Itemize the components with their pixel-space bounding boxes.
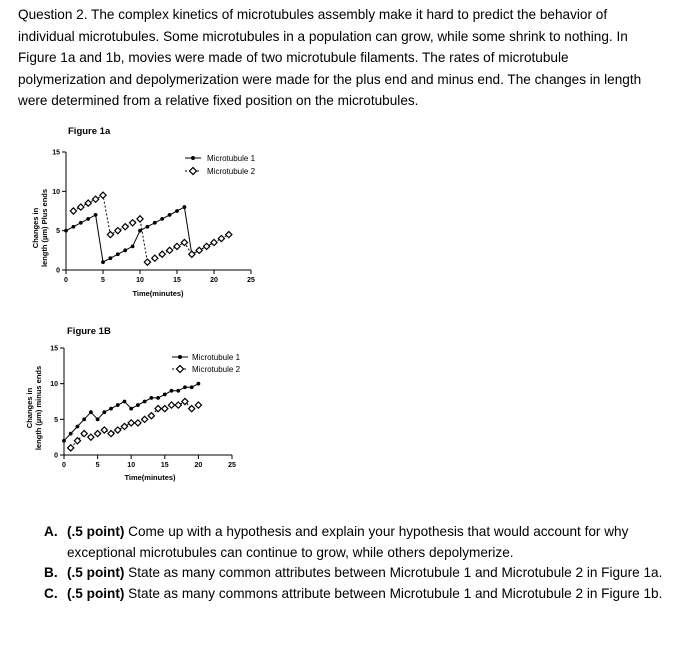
data-point-microtubule-1 xyxy=(143,400,147,404)
data-point-microtubule-2 xyxy=(68,445,74,451)
data-point-microtubule-1 xyxy=(82,417,86,421)
data-point-microtubule-1 xyxy=(62,439,66,443)
y-tick-label: 15 xyxy=(50,345,58,353)
data-point-microtubule-2 xyxy=(100,192,106,198)
data-point-microtubule-2 xyxy=(129,220,135,226)
data-point-microtubule-1 xyxy=(109,407,113,411)
prompt-b xyxy=(44,563,684,584)
data-point-microtubule-2 xyxy=(166,247,172,253)
data-point-microtubule-2 xyxy=(189,251,195,257)
data-point-microtubule-1 xyxy=(176,389,180,393)
data-point-microtubule-1 xyxy=(183,385,187,389)
prompt-a xyxy=(44,522,684,563)
data-point-microtubule-2 xyxy=(88,434,94,440)
data-point-microtubule-1 xyxy=(102,410,106,414)
data-point-microtubule-1 xyxy=(131,245,135,249)
x-tick-label: 15 xyxy=(173,277,181,284)
prompt-points: (.5 point) xyxy=(67,524,125,539)
legend-marker-1 xyxy=(191,156,195,160)
x-tick-label: 25 xyxy=(247,277,255,284)
data-point-microtubule-1 xyxy=(94,213,98,217)
data-point-microtubule-2 xyxy=(115,427,121,433)
x-tick-label: 0 xyxy=(62,462,66,469)
y-axis-label-line2: length (µm) minus ends xyxy=(34,365,43,451)
data-point-microtubule-2 xyxy=(174,243,180,249)
data-point-microtubule-1 xyxy=(89,410,93,414)
data-point-microtubule-2 xyxy=(70,208,76,214)
prompt-points: (.5 point) xyxy=(67,565,125,580)
y-tick-label: 10 xyxy=(52,188,60,196)
data-point-microtubule-2 xyxy=(168,402,174,408)
x-tick-label: 5 xyxy=(95,462,100,469)
question-line: individual microtubules. Some microtubules in a population can grow, while some shrink to nothing. In xyxy=(18,28,628,44)
figure-1a xyxy=(0,118,320,308)
figure-1a-chart xyxy=(0,118,320,308)
data-point-microtubule-2 xyxy=(92,196,98,202)
x-tick-label: 25 xyxy=(228,462,236,469)
legend-label-2: Microtubule 2 xyxy=(192,365,241,374)
y-tick-label: 5 xyxy=(56,228,60,236)
data-point-microtubule-2 xyxy=(152,255,158,261)
data-point-microtubule-2 xyxy=(211,239,217,245)
data-point-microtubule-1 xyxy=(149,396,153,400)
question-prompts xyxy=(44,522,684,604)
x-tick-label: 0 xyxy=(64,277,68,284)
data-point-microtubule-1 xyxy=(69,432,73,436)
data-point-microtubule-1 xyxy=(156,396,160,400)
question-line: Figure 1a and 1b, movies were made of two microtubule filaments. The rates of microtubule xyxy=(18,50,569,65)
prompt-text: State as many commons attribute between Microtubule 1 and Microtubule 2 in Figure 1b. xyxy=(124,585,663,601)
data-point-microtubule-2 xyxy=(115,228,121,234)
data-point-microtubule-2 xyxy=(78,204,84,210)
data-point-microtubule-1 xyxy=(170,389,174,393)
question-text xyxy=(18,4,686,112)
y-tick-label: 10 xyxy=(50,381,58,389)
x-axis-label: Time(minutes) xyxy=(132,289,184,298)
data-point-microtubule-2 xyxy=(142,416,148,422)
data-point-microtubule-2 xyxy=(218,235,224,241)
data-point-microtubule-2 xyxy=(128,420,134,426)
question-line: were determined from a relative fixed position on the microtubules. xyxy=(18,93,419,108)
data-point-microtubule-2 xyxy=(162,406,168,412)
x-axis-label: Time(minutes) xyxy=(124,473,176,482)
question-line: polymerization and depolymerization were made for the plus end and minus end. The changes in length xyxy=(18,71,642,87)
legend-marker-2 xyxy=(176,365,183,372)
data-point-microtubule-1 xyxy=(136,403,140,407)
x-tick-label: 15 xyxy=(160,462,169,469)
y-tick-label: 15 xyxy=(52,149,60,157)
data-point-microtubule-2 xyxy=(203,243,209,249)
data-point-microtubule-2 xyxy=(101,427,107,433)
data-point-microtubule-1 xyxy=(123,400,127,404)
legend-marker-2 xyxy=(189,167,196,174)
y-tick-label: 5 xyxy=(54,416,58,424)
y-tick-label: 0 xyxy=(54,452,58,460)
data-point-microtubule-1 xyxy=(163,392,167,396)
data-point-microtubule-2 xyxy=(175,402,181,408)
data-point-microtubule-2 xyxy=(159,251,165,257)
series-line-microtubule-2 xyxy=(71,402,199,448)
data-point-microtubule-2 xyxy=(108,430,114,436)
data-point-microtubule-2 xyxy=(122,224,128,230)
series-line-microtubule-2 xyxy=(73,195,228,262)
data-point-microtubule-1 xyxy=(197,382,201,386)
data-point-microtubule-2 xyxy=(135,420,141,426)
data-point-microtubule-1 xyxy=(64,229,68,233)
legend-label-1: Microtubule 1 xyxy=(207,154,256,163)
data-point-microtubule-2 xyxy=(137,216,143,222)
y-axis-label-line1: Changes in xyxy=(31,207,40,249)
data-point-microtubule-2 xyxy=(226,231,232,237)
data-point-microtubule-1 xyxy=(116,403,120,407)
legend-label-2: Microtubule 2 xyxy=(207,167,256,176)
x-tick-label: 20 xyxy=(194,462,203,469)
figure-title: Figure 1a xyxy=(68,126,111,137)
data-point-microtubule-2 xyxy=(121,423,127,429)
data-point-microtubule-1 xyxy=(123,248,127,252)
figure-1b xyxy=(0,318,320,490)
data-point-microtubule-1 xyxy=(96,417,100,421)
prompt-text: Come up with a hypothesis and explain your hypothesis that would account for why exceptional microtubules can continue to grow, while others depolymerize. xyxy=(67,524,629,560)
data-point-microtubule-1 xyxy=(76,425,80,429)
x-tick-label: 20 xyxy=(210,277,218,284)
x-tick-label: 10 xyxy=(136,277,144,284)
legend-marker-1 xyxy=(178,355,182,359)
data-point-microtubule-1 xyxy=(183,205,187,209)
data-point-microtubule-1 xyxy=(79,221,83,225)
y-axis-label-line1: Changes in xyxy=(25,387,34,429)
data-point-microtubule-1 xyxy=(146,225,150,229)
question-line: Question 2. The complex kinetics of microtubules assembly make it hard to predict the behavior of xyxy=(18,7,608,22)
data-point-microtubule-1 xyxy=(109,256,113,260)
figure-title: Figure 1B xyxy=(67,326,111,337)
prompt-points: (.5 point) xyxy=(67,585,125,601)
data-point-microtubule-2 xyxy=(107,231,113,237)
x-tick-label: 10 xyxy=(127,462,136,469)
data-point-microtubule-1 xyxy=(175,209,179,213)
data-point-microtubule-1 xyxy=(190,385,194,389)
figure-1b-chart xyxy=(0,318,320,490)
data-point-microtubule-1 xyxy=(116,252,120,256)
data-point-microtubule-1 xyxy=(160,217,164,221)
y-axis-label-line2: length (µm) Plus ends xyxy=(40,188,49,268)
y-tick-label: 0 xyxy=(56,267,60,275)
prompt-c xyxy=(44,584,684,605)
data-point-microtubule-2 xyxy=(181,239,187,245)
data-point-microtubule-1 xyxy=(101,260,105,264)
data-point-microtubule-1 xyxy=(86,217,90,221)
x-tick-label: 5 xyxy=(101,277,105,284)
data-point-microtubule-2 xyxy=(195,402,201,408)
data-point-microtubule-2 xyxy=(85,200,91,206)
data-point-microtubule-2 xyxy=(196,247,202,253)
prompt-letter: B. xyxy=(44,565,58,580)
data-point-microtubule-1 xyxy=(168,213,172,217)
data-point-microtubule-2 xyxy=(144,259,150,265)
legend-label-1: Microtubule 1 xyxy=(192,353,241,362)
data-point-microtubule-2 xyxy=(94,430,100,436)
prompt-letter: C. xyxy=(44,585,58,601)
data-point-microtubule-1 xyxy=(129,407,133,411)
prompt-letter: A. xyxy=(44,524,58,539)
prompt-text: State as many common attributes between Microtubule 1 and Microtubule 2 in Figure 1a. xyxy=(124,565,663,580)
data-point-microtubule-1 xyxy=(153,221,157,225)
data-point-microtubule-1 xyxy=(72,225,76,229)
